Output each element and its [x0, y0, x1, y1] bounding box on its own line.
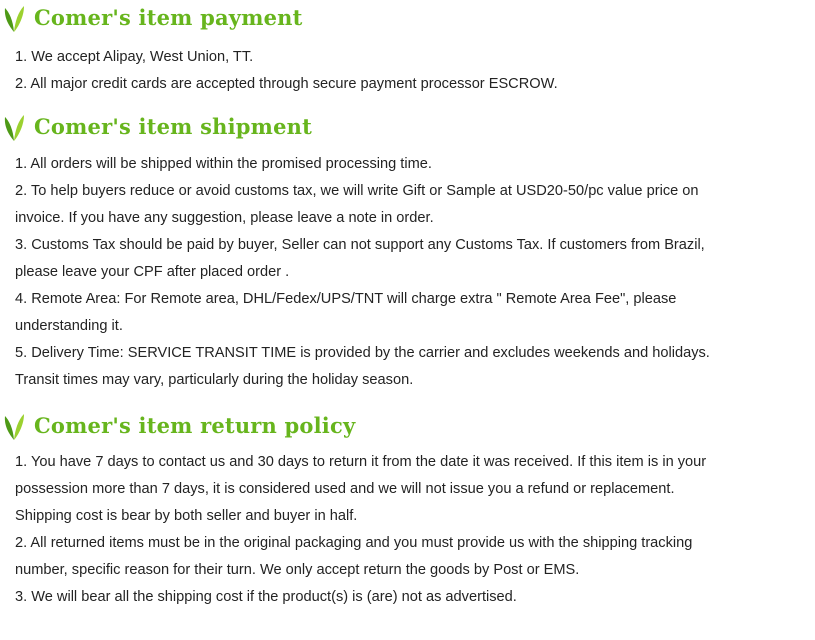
paragraph-line: 1. All orders will be shipped within the promised processing time. — [15, 156, 432, 172]
paragraph-line: possession more than 7 days, it is considered used and we will not issue you a refund or replacement. — [15, 481, 675, 497]
paragraph-line: please leave your CPF after placed order . — [15, 264, 290, 280]
paragraph-line: Transit times may vary, particularly during the holiday season. — [15, 372, 414, 388]
section-return-policy — [0, 410, 815, 605]
leaf-icon — [3, 111, 25, 145]
section-payment — [0, 2, 815, 92]
paragraph-line: invoice. If you have any suggestion, please leave a note in order. — [15, 210, 434, 226]
paragraph-line: 1. We accept Alipay, West Union, TT. — [15, 49, 254, 65]
paragraph-line: 4. Remote Area: For Remote area, DHL/Fedex/UPS/TNT will charge extra " Remote Area Fee", please — [15, 291, 677, 307]
paragraph-line: 2. All major credit cards are accepted through secure payment processor ESCROW. — [15, 76, 558, 92]
paragraph-line: 5. Delivery Time: SERVICE TRANSIT TIME is provided by the carrier and excludes weekends and holidays. — [15, 345, 710, 361]
section-heading — [0, 111, 815, 145]
section-title: Comer's item payment — [34, 5, 303, 30]
section-heading — [0, 2, 815, 36]
paragraph-line: Shipping cost is bear by both seller and buyer in half. — [15, 508, 358, 524]
paragraph-line: understanding it. — [15, 318, 123, 334]
paragraph-line: 2. All returned items must be in the original packaging and you must provide us with the shipping tracking — [15, 535, 693, 551]
leaf-icon — [3, 2, 25, 36]
paragraph-line: 3. We will bear all the shipping cost if the product(s) is (are) not as advertised. — [15, 589, 517, 605]
section-shipment — [0, 111, 815, 388]
leaf-icon — [3, 410, 25, 444]
section-title: Comer's item shipment — [34, 114, 312, 139]
paragraph-line: 3. Customs Tax should be paid by buyer, Seller can not support any Customs Tax. If customers from Brazil, — [15, 237, 705, 253]
paragraph-line: 2. To help buyers reduce or avoid customs tax, we will write Gift or Sample at USD20-50/pc value price on — [15, 183, 699, 199]
paragraph-line: 1. You have 7 days to contact us and 30 days to return it from the date it was received. If this item is in your — [15, 454, 707, 470]
section-heading — [0, 410, 815, 444]
section-title: Comer's item return policy — [34, 413, 356, 438]
paragraph-line: number, specific reason for their turn. We only accept return the goods by Post or EMS. — [15, 562, 580, 578]
